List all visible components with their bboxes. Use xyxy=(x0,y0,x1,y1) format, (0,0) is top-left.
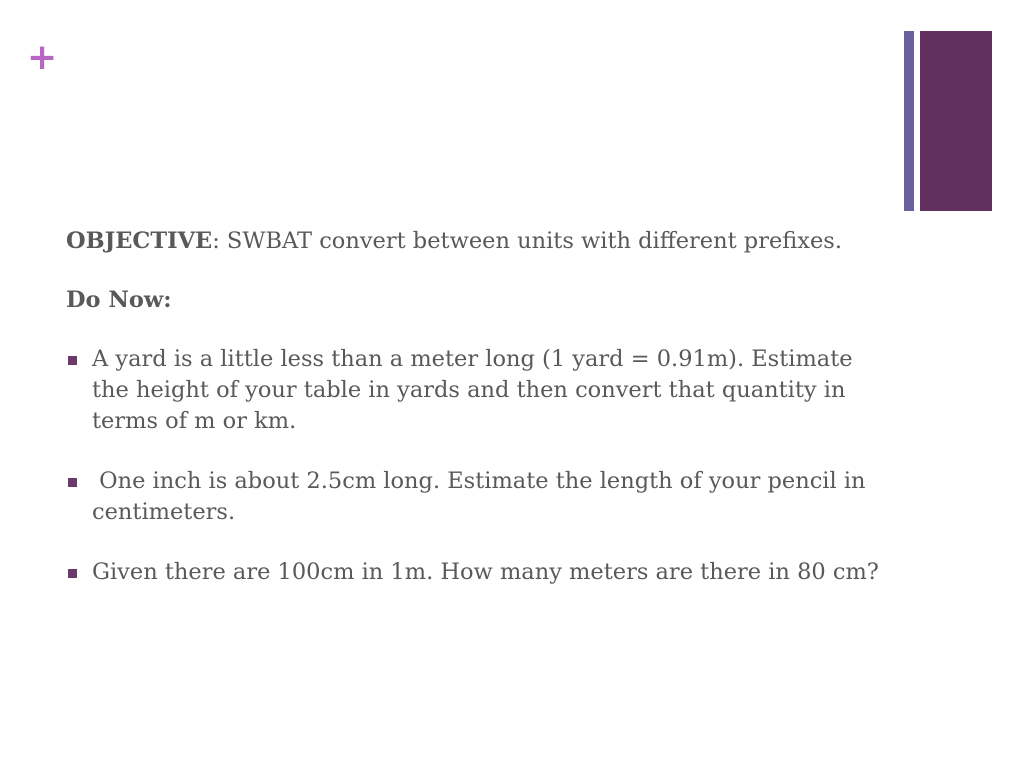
square-bullet-icon xyxy=(68,356,77,365)
slide-body xyxy=(66,226,886,617)
list-item xyxy=(66,557,886,588)
objective-label: OBJECTIVE xyxy=(66,228,213,254)
objective-text: : SWBAT convert between units with different prefixes. xyxy=(212,228,842,254)
list-item xyxy=(66,466,886,528)
list-item xyxy=(66,344,886,437)
accent-bar-thin xyxy=(904,31,914,211)
bullet-list xyxy=(66,344,886,588)
bullet-text: A yard is a little less than a meter long (1 yard = 0.91m). Estimate the height of your table in yards and then convert that quantity in terms of m or km. xyxy=(92,346,853,434)
accent-bar-thick xyxy=(920,31,992,211)
bullet-text: Given there are 100cm in 1m. How many meters are there in 80 cm? xyxy=(92,559,879,585)
plus-icon: + xyxy=(27,37,58,78)
square-bullet-icon xyxy=(68,478,77,487)
do-now-heading: Do Now: xyxy=(66,287,172,313)
bullet-text: One inch is about 2.5cm long. Estimate the length of your pencil in centimeters. xyxy=(92,468,873,525)
square-bullet-icon xyxy=(68,569,77,578)
objective-line xyxy=(66,226,886,257)
